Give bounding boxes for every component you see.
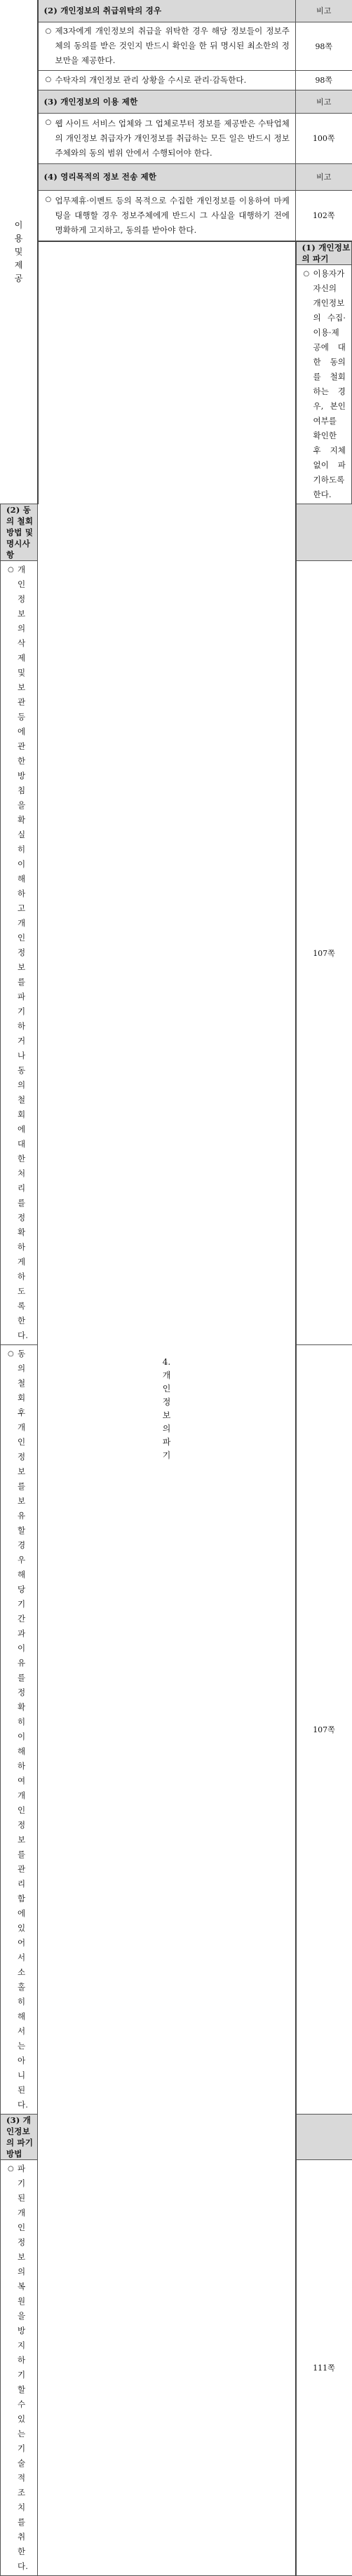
table-row: [1, 70, 352, 90]
list-item: ○ 동의철회 후 개인정보를 보유할 경우 해당 기간과 이유를 정확히 이해하여 개인정보를 관리함에 있어서 소홀히 해서는 아니 된다.: [1, 1345, 38, 2115]
table-row: [1, 163, 352, 190]
note-header: [296, 2115, 352, 2160]
subsection-heading: (4) 영리목적의 정보 전송 제한: [38, 163, 296, 190]
list-item: ○ 제3자에게 개인정보의 취급을 위탁한 경우 해당 정보들이 정보주체의 동의를 받은 것인지 반드시 확인을 한 뒤 명시된 최소한의 정보만을 제공한다.: [38, 22, 296, 70]
list-item: ○ 개인정보의 삭제 및 보관 등에 관한 방침을 확실히 이해하고 개인정보를 파기하거나 동의 철회에 대한 처리를 정확하게 하도록 한다.: [1, 561, 38, 1345]
section-label-use: 이 용 및 제 공: [1, 0, 38, 504]
bullet-icon: ○: [45, 75, 52, 83]
note-header: 비고: [296, 90, 352, 113]
section-label-destroy: 4. 개 인 정 보 의 파 기: [38, 241, 296, 2576]
page-ref: 102쪽: [296, 190, 352, 241]
page-ref: 107쪽: [296, 561, 352, 1345]
subsection-heading: (2) 동의 철회 방법 및 명시사항: [1, 504, 38, 561]
page-ref: 100쪽: [296, 113, 352, 163]
subsection-heading: (2) 개인정보의 취급위탁의 경우: [38, 0, 296, 22]
list-item: ○ 업무제휴·이벤트 등의 목적으로 수집한 개인정보를 이용하여 마케팅을 대행할 경우 정보주체에게 반드시 그 사실을 대행하기 전에 명확하게 고지하고, 동의를 받아야 한다.: [38, 190, 296, 241]
subsection-heading: (3) 개인정보의 파기방법: [1, 2115, 38, 2160]
table-row: [1, 190, 352, 241]
bullet-icon: ○: [45, 195, 52, 203]
bullet-icon: ○: [8, 2165, 14, 2173]
subsection-heading: (1) 개인정보의 파기: [296, 241, 352, 265]
list-item: ○ 이용자가 자신의 개인정보의 수집·이용·제공에 대한 동의를 철회하는 경우, 본인 여부를 확인한 후 지체 없이 파기하도록 한다.: [296, 265, 352, 504]
page-ref: 107쪽: [296, 1345, 352, 2115]
page-ref: 111쪽: [296, 2160, 352, 2576]
list-item: ○ 수탁자의 개인정보 관리 상황을 수시로 관리·감독한다.: [38, 70, 296, 90]
bullet-icon: ○: [303, 270, 310, 278]
subsection-heading: (3) 개인정보의 이용 제한: [38, 90, 296, 113]
note-header: 비고: [296, 0, 352, 22]
bullet-icon: ○: [8, 1350, 14, 1358]
bullet-icon: ○: [45, 27, 52, 35]
page-ref: 98쪽: [296, 70, 352, 90]
table-row: [1, 241, 352, 265]
table-row: [1, 113, 352, 163]
table-row: [1, 90, 352, 113]
note-header: 비고: [296, 163, 352, 190]
list-item: ○ 파기된 개인정보의 복원을 방지하기 할 수 있는 기술적 조치를 취한다.: [1, 2160, 38, 2576]
page-ref: 98쪽: [296, 22, 352, 70]
bullet-icon: ○: [8, 566, 14, 574]
table-row: [1, 0, 352, 22]
bullet-icon: ○: [45, 118, 52, 126]
list-item: ○ 웹 사이트 서비스 업체와 그 업체로부터 정보를 제공받은 수탁업체의 개인정보 취급자가 개인정보를 취급하는 모든 일은 반드시 정보주체와의 동의 범위 안에서 수행되어야 한다.: [38, 113, 296, 163]
note-header: [296, 504, 352, 561]
table-row: [1, 22, 352, 70]
